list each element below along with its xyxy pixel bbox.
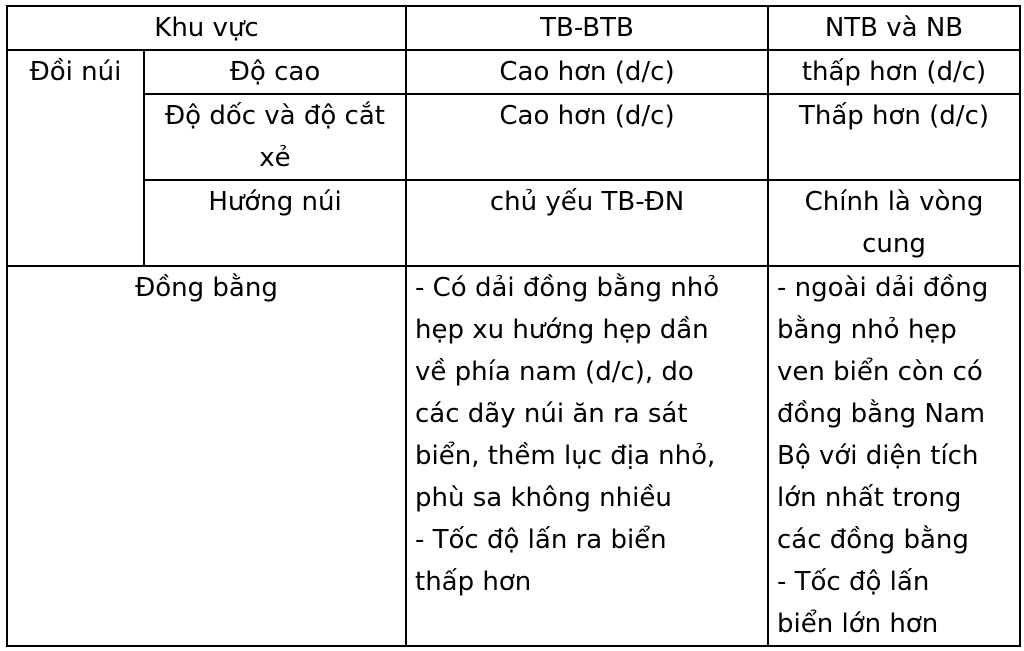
comparison-table-wrapper (6, 5, 1021, 647)
plains-tb-btb-cell (406, 266, 768, 646)
criterion-cell (144, 50, 406, 94)
plains-ntb-nb-line: - ngoài dải đồng (777, 273, 989, 303)
ntb-nb-cell (768, 50, 1020, 94)
row-do-cao (7, 50, 1020, 94)
header-tb-btb: TB-BTB (406, 6, 768, 50)
plains-ntb-nb-line: ven biển còn có (777, 357, 983, 387)
criterion-text: Độ cao (229, 57, 321, 87)
tb-btb-cell (406, 180, 768, 266)
plains-ntb-nb-cell (768, 266, 1020, 646)
header-ntb-nb: NTB và NB (768, 6, 1020, 50)
ntb-nb-text: Thấp hơn (d/c) (798, 101, 990, 131)
plains-ntb-nb-line: Bộ với diện tích (777, 441, 979, 471)
tb-btb-cell (406, 94, 768, 180)
ntb-nb-text: thấp hơn (d/c) (801, 57, 987, 87)
criterion-text: xẻ (259, 143, 291, 173)
header-region: Khu vực (7, 6, 406, 50)
criterion-text: Hướng núi (208, 187, 342, 217)
plains-ntb-nb-line: - Tốc độ lấn (777, 567, 930, 597)
plains-tb-btb-line: biển, thềm lục địa nhỏ, (415, 441, 716, 471)
row-dong-bang (7, 266, 1020, 646)
ntb-nb-text: Chính là vòng (804, 187, 984, 217)
plains-tb-btb-line: thấp hơn (415, 567, 532, 597)
criterion-cell (144, 94, 406, 180)
tb-btb-cell (406, 50, 768, 94)
mountains-label: Đồi núi (7, 50, 144, 266)
tb-btb-text: Cao hơn (d/c) (499, 101, 675, 131)
plains-tb-btb-line: các dãy núi ăn ra sát (415, 399, 688, 429)
criterion-cell (144, 180, 406, 266)
plains-tb-btb-line: - Tốc độ lấn ra biển (415, 525, 667, 555)
plains-ntb-nb-line: đồng bằng Nam (777, 399, 986, 429)
plains-ntb-nb-line: biển lớn hơn (777, 609, 939, 639)
plains-tb-btb-line: hẹp xu hướng hẹp dần (415, 315, 709, 345)
plains-ntb-nb-line: các đồng bằng (777, 525, 969, 555)
ntb-nb-cell (768, 180, 1020, 266)
ntb-nb-text: cung (862, 229, 926, 259)
comparison-table (6, 5, 1021, 647)
plains-label: Đồng bằng (7, 266, 406, 646)
row-do-doc (7, 94, 1020, 180)
plains-tb-btb-line: - Có dải đồng bằng nhỏ (415, 273, 720, 303)
tb-btb-text: chủ yếu TB-ĐN (489, 187, 685, 217)
plains-tb-btb-line: phù sa không nhiều (415, 483, 672, 513)
tb-btb-text: Cao hơn (d/c) (499, 57, 675, 87)
ntb-nb-cell (768, 94, 1020, 180)
plains-tb-btb-line: về phía nam (d/c), do (415, 357, 694, 387)
plains-ntb-nb-line: lớn nhất trong (777, 483, 962, 513)
header-row (7, 6, 1020, 50)
plains-ntb-nb-line: bằng nhỏ hẹp (777, 315, 957, 345)
criterion-text: Độ dốc và độ cắt (165, 101, 385, 131)
row-huong-nui (7, 180, 1020, 266)
